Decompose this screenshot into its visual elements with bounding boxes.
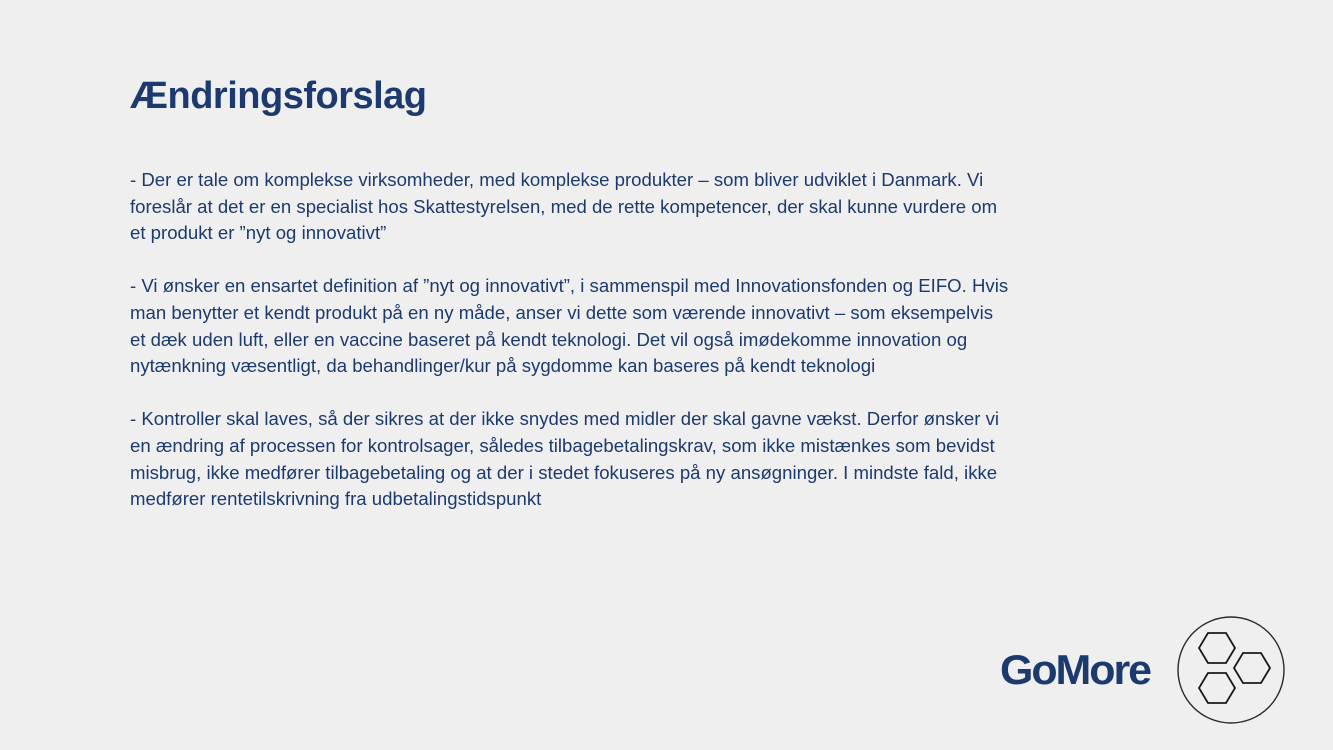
gomore-logo-text: GoMore [1000, 646, 1151, 693]
slide-title: Ændringsforslag [130, 75, 427, 117]
gomore-logo [1000, 644, 1156, 694]
gomore-wordmark [1000, 644, 1156, 694]
hexagon-cluster-icon [1175, 615, 1287, 725]
paragraph-specialist: - Der er tale om komplekse virksomheder, med komplekse produkter – som bliver udviklet i Danmark. Vi foreslår at det er en specialist hos Skattestyrelsen, med de rette kompetencer, der skal kunne vurdere om et produkt er ”nyt og innovativt” [130, 169, 998, 244]
paragraph-definition: - Vi ønsker en ensartet definition af ”nyt og innovativt”, i sammenspil med Innovationsfonden og EIFO. Hvis man benytter et kendt produkt på en ny måde, anser vi dette som værende innovativt – som eksempelvis et dæk uden luft, eller en vaccine baseret på kendt teknologi. Det vil også imødekomme innovation og nytænkning væsentligt, da behandlinger/kur på sygdomme kan baseres på kendt teknologi [130, 275, 1009, 377]
paragraph-kontrol: - Kontroller skal laves, så der sikres at der ikke snydes med midler der skal gavne vækst. Derfor ønsker vi en ændring af processen for kontrolsager, således tilbagebetalingskrav, som ikke mistænkes som bevidst misbrug, ikke medfører tilbagebetaling og at der i stedet fokuseres på ny ansøgninger. I mindste fald, ikke medfører rentetilskrivning fra udbetalingstidspunkt [130, 408, 1000, 510]
slide-body [130, 167, 1010, 539]
